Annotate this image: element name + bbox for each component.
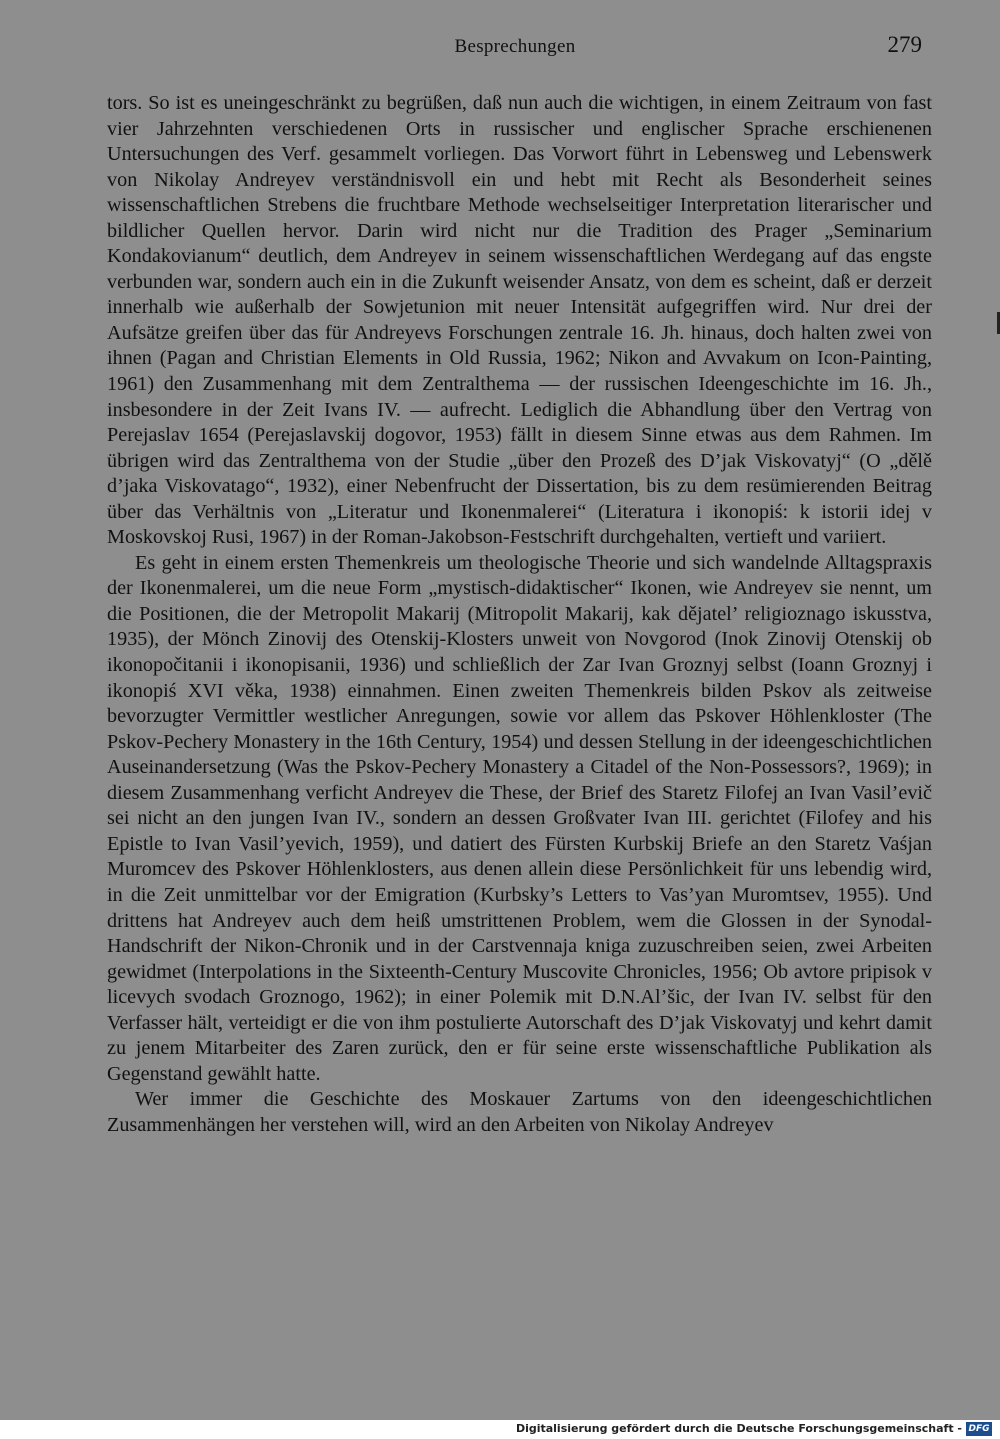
dfg-logo-icon: DFG [966, 1422, 992, 1436]
body-text [107, 91, 932, 1138]
paragraph-3: Wer immer die Geschichte des Moskauer Zartums von den ideengeschichtlichen Zusammenhängen her verstehen will, wird an den Arbeiten von Nikolay Andreyev [107, 1088, 932, 1136]
page-header [100, 30, 930, 64]
running-title: Besprechungen [454, 36, 576, 57]
page-number: 279 [887, 32, 922, 57]
paragraph-1: tors. So ist es uneingeschränkt zu begrüßen, daß nun auch die wichtigen, in einem Zeitraum von fast vier Jahrzehnten verschiedenen Orts in russischer und englischer Sprache erschienenen Untersuchungen des Verf. gesammelt vorliegen. Das Vorwort führt in Lebensweg und Lebenswerk von Nikolay Andreyev verständnisvoll ein und hebt mit Recht als Besonderheit seines wissenschaftlichen Strebens die fruchtbare Methode wechselseitiger Interpretation literarischer und bildlicher Quellen hervor. Darin wird nicht nur die Tradition des Prager „Seminarium Kondakovianum“ deutlich, dem Andreyev in seinem wissenschaftlichen Werdegang auf das engste verbunden war, sondern auch ein in die Zukunft weisender Ansatz, von dem es scheint, daß er derzeit innerhalb wie außerhalb der Sowjetunion mit neuer Intensität aufgegriffen wird. Nur drei der Aufsätze greifen über das für Andreyevs Forschungen zentrale 16. Jh. hinaus, doch halten zwei von ihnen (Pagan and Christian Elements in Old Russia, 1962; Nikon and Avvakum on Icon-Painting, 1961) den Zusammenhang mit dem Zentralthema — der russischen Ideengeschichte im 16. Jh., insbesondere in der Zeit Ivans IV. — aufrecht. Lediglich die Abhandlung über den Vertrag von Perejaslav 1654 (Perejaslavskij dogovor, 1953) fällt in diesem Sinne etwas aus dem Rahmen. Im übrigen wird das Zentralthema von der Studie „über den Prozeß des D’jak Viskovatyj“ (O „dělě d’jaka Viskovatago“, 1932), einer Nebenfrucht der Dissertation, bis zu dem resümierenden Beitrag über das Verhältnis von „Literatur und Ikonenmalerei“ (Literatura i ikonopiś: k istorii idej v Moskovskoj Rusi, 1967) in der Roman-Jakobson-Festschrift durchgehalten, vertieft und variiert. [107, 92, 932, 549]
digitization-footer [0, 1420, 1000, 1439]
funding-credit: Digitalisierung gefördert durch die Deutsche Forschungsgemeinschaft - [515, 1422, 962, 1435]
paragraph-2: Es geht in einem ersten Themenkreis um theologische Theorie und sich wandelnde Alltagspraxis der Ikonenmalerei, um die neue Form „mystisch-didaktischer“ Ikonen, wie Andreyev sie nennt, um die Positionen, die der Metropolit Makarij (Mitropolit Makarij, kak dějatel’ religioznago iskusstva, 1935), der Mönch Zinovij des Otenskij-Klosters unweit von Novgorod (Inok Zinovij Otenskij ob ikonopočitanii i ikonopisanii, 1936) und schließlich der Zar Ivan Groznyj selbst (Ioann Groznyj i ikonopiś XVI věka, 1938) einnahmen. Einen zweiten Themenkreis bilden Pskov als zeitweise bevorzugter Vermittler westlicher Anregungen, sowie vor allem das Pskover Höhlenkloster (The Pskov-Pechery Monastery in the 16th Century, 1954) und dessen Stellung in der ideengeschichtlichen Auseinandersetzung (Was the Pskov-Pechery Monastery a Citadel of the Non-Possessors?, 1969); in diesem Zusammenhang verficht Andreyev die These, der Brief des Staretz Filofej an Ivan Vasil’evič sei nicht an den jungen Ivan IV., sondern an dessen Großvater Ivan III. gerichtet (Filofey and his Epistle to Ivan Vasil’yevich, 1959), und datiert des Fürsten Kurbskij Briefe an den Staretz Vaśjan Muromcev des Pskover Höhlenklosters, aus denen allein diese Persönlichkeit für uns lebendig wird, in die Zeit unmittelbar vor der Emigration (Kurbsky’s Letters to Vas’yan Muromtsev, 1955). Und drittens hat Andreyev auch dem heiß umstrittenen Problem, wem die Glossen in der Synodal-Handschrift der Nikon-Chronik und in der Carstvennaja kniga zuzuschreiben seien, zwei Arbeiten gewidmet (Interpolations in the Sixteenth-Century Muscovite Chronicles, 1956; Ob avtore pripisok v licevych svodach Groznogo, 1962); in einer Polemik mit D.N.Al’šic, der Ivan IV. selbst für den Verfasser hält, verteidigt er die von ihm postulierte Autorschaft des D’jak Viskovatyj und kehrt damit zu jenem Mitarbeiter des Zaren zurück, den er für seine erste wissenschaftliche Publikation als Gegenstand gewählt hatte. [107, 551, 932, 1085]
